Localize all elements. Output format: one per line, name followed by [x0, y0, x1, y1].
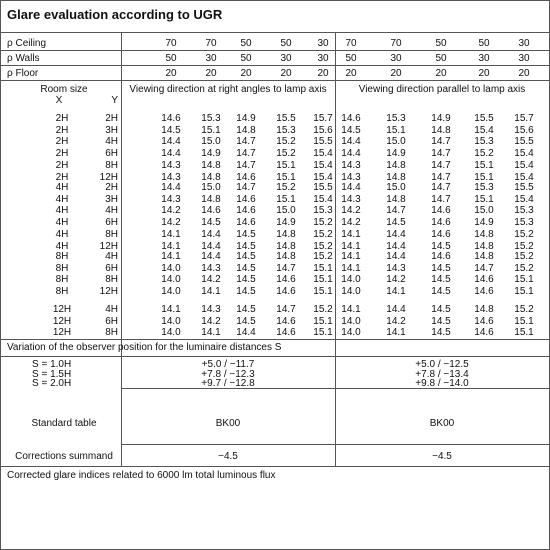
y-axis-label: Y: [111, 95, 118, 106]
room-size-y: 12H: [99, 171, 118, 183]
room-size-y: 2H: [105, 182, 118, 193]
ugr-value: 15.1: [276, 193, 296, 205]
ugr-value: 14.4: [161, 148, 181, 160]
ugr-value: 14.6: [236, 217, 256, 229]
ugr-value: 14.3: [386, 262, 406, 274]
ugr-value: 14.1: [341, 262, 361, 274]
ugr-value: 14.6: [276, 327, 296, 339]
variation-parallel-range: +7.8 / −13.4: [415, 368, 469, 380]
room-size-y: 8H: [105, 274, 118, 286]
ugr-value: 14.4: [341, 136, 361, 148]
ugr-value: 14.8: [431, 124, 451, 136]
reflectance-value: 50: [478, 38, 490, 49]
room-size-x: 12H: [52, 315, 72, 327]
variation-spacing: S = 1.0H: [32, 359, 72, 370]
ugr-value: 14.8: [474, 251, 494, 262]
ugr-value: 14.1: [201, 286, 221, 298]
ugr-value: 14.0: [161, 274, 181, 286]
ugr-value: 14.6: [276, 274, 296, 286]
ugr-value: 14.0: [341, 274, 361, 286]
ugr-value: 14.7: [236, 182, 256, 193]
corrections-parallel: −4.5: [432, 451, 452, 462]
ugr-value: 15.4: [313, 148, 333, 160]
ugr-value: 14.7: [431, 193, 451, 205]
reflectance-value: 30: [478, 53, 490, 64]
variation-parallel-range: +5.0 / −12.5: [415, 359, 469, 370]
ugr-value: 15.2: [276, 148, 296, 160]
ugr-value: 15.1: [313, 274, 333, 286]
reflectance-value: 20: [518, 68, 530, 79]
ugr-value: 14.4: [341, 182, 361, 193]
ugr-value: 15.2: [313, 217, 333, 229]
room-size-x: 4H: [55, 228, 69, 240]
reflectance-value: 20: [478, 68, 490, 79]
ugr-value: 14.5: [201, 217, 221, 229]
room-size-y: 12H: [99, 286, 118, 298]
reflectance-label: ρ Walls: [7, 53, 40, 64]
footnote: Corrected glare indices related to 6000 lm total luminous flux: [7, 470, 276, 481]
ugr-value: 14.8: [236, 124, 256, 136]
ugr-value: 14.8: [276, 228, 296, 240]
ugr-value: 15.4: [313, 193, 333, 205]
ugr-value: 14.7: [236, 136, 256, 148]
ugr-value: 14.3: [161, 159, 181, 171]
ugr-value: 14.3: [201, 262, 221, 274]
ugr-value: 14.0: [341, 327, 361, 339]
ugr-value: 14.2: [386, 315, 406, 327]
ugr-value: 15.1: [276, 171, 296, 183]
ugr-value: 15.2: [313, 251, 333, 262]
ugr-value: 14.5: [236, 251, 256, 262]
ugr-value: 15.3: [276, 124, 296, 136]
ugr-value: 14.6: [431, 251, 451, 262]
ugr-value: 14.6: [431, 217, 451, 229]
ugr-value: 15.2: [514, 304, 534, 315]
ugr-value: 14.8: [386, 159, 406, 171]
ugr-value: 15.1: [313, 262, 333, 274]
ugr-value: 14.8: [276, 251, 296, 262]
reflectance-value: 70: [345, 38, 357, 49]
variation-spacing: S = 2.0H: [32, 378, 72, 389]
ugr-value: 14.5: [431, 327, 451, 339]
ugr-value: 14.6: [474, 315, 494, 327]
room-size-x: 2H: [55, 113, 69, 124]
ugr-value: 15.5: [276, 113, 296, 124]
ugr-value: 14.4: [201, 251, 221, 262]
reflectance-value: 50: [435, 53, 447, 64]
ugr-value: 15.5: [514, 136, 534, 148]
ugr-value: 14.8: [276, 240, 296, 252]
reflectance-value: 30: [205, 53, 217, 64]
reflectance-value: 20: [317, 68, 329, 79]
reflectance-row-divider: [1, 50, 549, 51]
ugr-value: 14.8: [474, 304, 494, 315]
ugr-value: 14.6: [236, 205, 256, 217]
page-title: Glare evaluation according to UGR: [7, 7, 223, 22]
ugr-value: 14.7: [236, 159, 256, 171]
ugr-value: 14.0: [161, 262, 181, 274]
room-size-y: 4H: [105, 205, 118, 217]
ugr-value: 15.7: [313, 113, 333, 124]
ugr-value: 14.9: [276, 217, 296, 229]
variation-right-angles-range: +7.8 / −12.3: [201, 368, 255, 380]
room-size-x: 8H: [55, 262, 69, 274]
room-size-x: 8H: [55, 251, 69, 262]
reflectance-label: ρ Floor: [7, 68, 39, 79]
ugr-value: 14.6: [276, 286, 296, 298]
ugr-value: 15.2: [313, 240, 333, 252]
ugr-value: 14.2: [341, 217, 361, 229]
room-size-y: 6H: [105, 217, 118, 229]
room-size-y: 6H: [105, 148, 118, 160]
room-size-y: 3H: [105, 124, 118, 136]
ugr-value: 14.3: [341, 171, 361, 183]
ugr-value: 14.5: [236, 286, 256, 298]
ugr-value: 14.8: [474, 240, 494, 252]
reflectance-value: 30: [317, 38, 329, 49]
ugr-value: 14.1: [341, 240, 361, 252]
ugr-value: 14.1: [161, 228, 181, 240]
ugr-value: 15.0: [386, 136, 406, 148]
ugr-value: 15.4: [313, 171, 333, 183]
ugr-value: 15.1: [474, 159, 494, 171]
ugr-value: 14.7: [431, 159, 451, 171]
room-size-label: Room size: [40, 84, 88, 95]
standard-table-parallel: BK00: [429, 418, 455, 429]
standard-table-label: Standard table: [31, 418, 97, 429]
ugr-value: 15.1: [313, 315, 333, 327]
room-size-x: 4H: [55, 193, 69, 205]
reflectance-value: 50: [165, 53, 177, 64]
reflectance-value: 50: [240, 38, 252, 49]
ugr-value: 14.1: [341, 304, 361, 315]
room-size-y: 4H: [105, 304, 118, 315]
ugr-value: 14.7: [431, 171, 451, 183]
reflectance-value: 20: [280, 68, 292, 79]
ugr-value: 14.1: [161, 251, 181, 262]
reflectance-value: 70: [390, 38, 402, 49]
reflectance-value: 50: [280, 38, 292, 49]
reflectance-value: 50: [435, 38, 447, 49]
ugr-value: 15.4: [474, 124, 494, 136]
ugr-value: 14.8: [201, 159, 221, 171]
ugr-value: 14.0: [161, 286, 181, 298]
room-size-x: 4H: [55, 182, 69, 193]
ugr-value: 14.4: [201, 228, 221, 240]
ugr-value: 14.7: [236, 148, 256, 160]
room-size-y: 6H: [105, 315, 118, 327]
ugr-value: 14.6: [161, 113, 181, 124]
reflectance-value: 20: [165, 68, 177, 79]
reflectance-value: 20: [390, 68, 402, 79]
reflectance-value: 30: [280, 53, 292, 64]
ugr-value: 14.5: [431, 315, 451, 327]
variation-parallel-range: +9.8 / −14.0: [415, 378, 469, 389]
ugr-value: 15.6: [514, 124, 534, 136]
ugr-value: 14.4: [341, 148, 361, 160]
ugr-value: 14.9: [431, 113, 451, 124]
variation-right-angles-range: +9.7 / −12.8: [201, 378, 255, 389]
ugr-value: 14.0: [341, 315, 361, 327]
reflectance-value: 20: [240, 68, 252, 79]
ugr-value: 14.1: [161, 304, 181, 315]
room-size-y: 3H: [105, 193, 118, 205]
ugr-value: 14.3: [161, 171, 181, 183]
ugr-value: 15.1: [313, 327, 333, 339]
ugr-value: 15.5: [313, 136, 333, 148]
viewing-direction-parallel: Viewing direction parallel to lamp axis: [358, 84, 526, 95]
ugr-value: 15.6: [313, 124, 333, 136]
room-size-x: 2H: [55, 159, 69, 171]
ugr-value: 14.6: [201, 205, 221, 217]
ugr-value: 14.2: [341, 205, 361, 217]
ugr-value: 14.7: [474, 262, 494, 274]
ugr-value: 14.5: [236, 240, 256, 252]
ugr-value: 14.9: [236, 113, 256, 124]
reflectance-value: 30: [518, 53, 530, 64]
ugr-value: 15.2: [514, 251, 534, 262]
room-size-x: 4H: [55, 240, 69, 252]
room-size-y: 4H: [105, 136, 118, 148]
ugr-value: 15.4: [514, 193, 534, 205]
ugr-value: 14.5: [161, 124, 181, 136]
ugr-value: 15.1: [514, 274, 534, 286]
ugr-value: 14.0: [161, 327, 181, 339]
ugr-value: 15.3: [514, 217, 534, 229]
ugr-value: 15.4: [313, 159, 333, 171]
ugr-value: 14.5: [431, 286, 451, 298]
ugr-value: 14.5: [386, 217, 406, 229]
ugr-value: 14.4: [386, 240, 406, 252]
ugr-value: 15.0: [474, 205, 494, 217]
room-size-x: 2H: [55, 124, 69, 136]
ugr-value: 14.5: [431, 240, 451, 252]
variation-label-divider: [1, 356, 549, 357]
ugr-value: 14.8: [474, 228, 494, 240]
ugr-value: 14.3: [201, 304, 221, 315]
ugr-value: 14.0: [341, 286, 361, 298]
reflectance-value: 50: [240, 53, 252, 64]
ugr-value: 14.8: [201, 171, 221, 183]
ugr-value: 15.0: [276, 205, 296, 217]
ugr-value: 14.6: [431, 228, 451, 240]
x-axis-label: X: [55, 95, 63, 106]
ugr-value: 14.2: [201, 274, 221, 286]
room-size-x: 4H: [55, 217, 69, 229]
ugr-value: 14.5: [236, 304, 256, 315]
ugr-value: 15.4: [514, 171, 534, 183]
room-size-y: 8H: [105, 159, 118, 171]
ugr-value: 14.7: [276, 262, 296, 274]
variation-spacing: S = 1.5H: [32, 368, 72, 380]
variation-label: Variation of the observer position for the luminaire distances S: [7, 342, 282, 353]
room-size-x: 4H: [55, 205, 69, 217]
ugr-value: 14.6: [236, 193, 256, 205]
ugr-value: 14.1: [386, 286, 406, 298]
ugr-value: 14.8: [386, 193, 406, 205]
room-size-x: 2H: [55, 136, 69, 148]
corrections-right-angles: −4.5: [218, 451, 238, 462]
ugr-value: 15.4: [514, 159, 534, 171]
ugr-value: 15.2: [313, 304, 333, 315]
reflectance-value: 70: [165, 38, 177, 49]
ugr-value: 14.4: [161, 136, 181, 148]
ugr-value: 15.3: [386, 113, 406, 124]
ugr-value: 14.3: [341, 193, 361, 205]
ugr-value: 15.1: [474, 193, 494, 205]
ugr-value: 14.4: [161, 182, 181, 193]
reflectance-value: 30: [317, 53, 329, 64]
ugr-value: 15.2: [474, 148, 494, 160]
room-size-x: 2H: [55, 148, 69, 160]
room-size-y: 6H: [105, 262, 118, 274]
ugr-value: 14.4: [236, 327, 256, 339]
ugr-value: 14.7: [431, 148, 451, 160]
ugr-value: 15.1: [201, 124, 221, 136]
ugr-value: 15.3: [201, 113, 221, 124]
ugr-value: 14.5: [236, 274, 256, 286]
reflectance-value: 30: [390, 53, 402, 64]
ugr-value: 14.1: [386, 327, 406, 339]
ugr-value: 14.9: [386, 148, 406, 160]
reflectance-row-divider: [1, 65, 549, 66]
ugr-value: 14.6: [236, 171, 256, 183]
ugr-value: 14.2: [201, 315, 221, 327]
ugr-value: 15.1: [313, 286, 333, 298]
ugr-value: 14.1: [341, 251, 361, 262]
ugr-value: 14.5: [431, 304, 451, 315]
ugr-value: 15.5: [474, 113, 494, 124]
ugr-value: 14.8: [201, 193, 221, 205]
corrections-divider: [1, 466, 549, 467]
ugr-value: 14.9: [201, 148, 221, 160]
ugr-value: 15.2: [276, 136, 296, 148]
variation-right-angles-range: +5.0 / −11.7: [201, 359, 255, 370]
ugr-value: 14.6: [276, 315, 296, 327]
ugr-value: 15.1: [386, 124, 406, 136]
ugr-value: 14.5: [236, 228, 256, 240]
reflectance-value: 20: [435, 68, 447, 79]
ugr-value: 14.6: [474, 327, 494, 339]
ugr-value: 15.0: [201, 182, 221, 193]
ugr-value: 15.2: [514, 240, 534, 252]
ugr-value: 14.6: [474, 274, 494, 286]
ugr-value: 15.1: [514, 286, 534, 298]
ugr-value: 14.5: [431, 262, 451, 274]
title-divider: [1, 32, 549, 33]
ugr-value: 14.5: [341, 124, 361, 136]
ugr-value: 14.4: [386, 228, 406, 240]
ugr-value: 14.6: [431, 205, 451, 217]
ugr-value: 15.4: [514, 148, 534, 160]
reflectance-value: 70: [205, 38, 217, 49]
ugr-value: 14.7: [386, 205, 406, 217]
ugr-value: 14.4: [201, 240, 221, 252]
ugr-value: 15.3: [474, 136, 494, 148]
ugr-value: 15.0: [386, 182, 406, 193]
room-size-x: 12H: [52, 304, 72, 315]
ugr-value: 14.1: [161, 240, 181, 252]
ugr-value: 14.2: [386, 274, 406, 286]
reflectance-label: ρ Ceiling: [7, 38, 47, 49]
ugr-value: 15.5: [514, 182, 534, 193]
room-size-y: 2H: [105, 113, 118, 124]
ugr-value: 15.1: [474, 171, 494, 183]
room-size-x: 12H: [52, 327, 72, 339]
ugr-value: 15.2: [514, 228, 534, 240]
room-size-y: 4H: [105, 251, 118, 262]
reflectance-value: 30: [518, 38, 530, 49]
reflectance-value: 50: [345, 53, 357, 64]
ugr-value: 14.7: [431, 182, 451, 193]
ugr-value: 14.9: [474, 217, 494, 229]
room-size-y: 8H: [105, 228, 118, 240]
standard-table-right-angles: BK00: [215, 418, 241, 429]
header-divider: [1, 80, 549, 81]
room-size-x: 8H: [55, 274, 69, 286]
ugr-value: 14.5: [236, 262, 256, 274]
ugr-value: 14.4: [386, 251, 406, 262]
ugr-value: 14.2: [161, 217, 181, 229]
ugr-value: 14.1: [341, 228, 361, 240]
ugr-value: 14.7: [276, 304, 296, 315]
viewing-direction-right-angles: Viewing direction at right angles to lamp axis: [129, 84, 327, 95]
ugr-value: 15.2: [514, 262, 534, 274]
ugr-value: 15.5: [313, 182, 333, 193]
ugr-value: 14.8: [386, 171, 406, 183]
room-size-y: 12H: [99, 240, 118, 252]
room-size-y: 8H: [105, 327, 118, 339]
ugr-value: 15.1: [514, 315, 534, 327]
corrections-label: Corrections summand: [15, 451, 113, 462]
room-size-x: 2H: [55, 171, 69, 183]
ugr-value: 15.3: [474, 182, 494, 193]
ugr-value: 14.4: [386, 304, 406, 315]
ugr-value: 14.2: [161, 205, 181, 217]
ugr-value: 15.1: [276, 159, 296, 171]
reflectance-value: 20: [345, 68, 357, 79]
ugr-value: 14.0: [161, 315, 181, 327]
ugr-value: 14.6: [341, 113, 361, 124]
ugr-value: 15.2: [313, 228, 333, 240]
ugr-value: 14.6: [474, 286, 494, 298]
ugr-value: 15.2: [276, 182, 296, 193]
ugr-value: 15.0: [201, 136, 221, 148]
ugr-value: 14.1: [201, 327, 221, 339]
ugr-value: 14.3: [161, 193, 181, 205]
ugr-value: 14.3: [341, 159, 361, 171]
ugr-value: 15.3: [514, 205, 534, 217]
reflectance-value: 20: [205, 68, 217, 79]
ugr-value: 15.3: [313, 205, 333, 217]
ugr-value: 15.7: [514, 113, 534, 124]
ugr-value: 14.5: [431, 274, 451, 286]
ugr-value: 14.5: [236, 315, 256, 327]
room-size-x: 8H: [55, 286, 69, 298]
ugr-value: 15.1: [514, 327, 534, 339]
ugr-value: 14.7: [431, 136, 451, 148]
